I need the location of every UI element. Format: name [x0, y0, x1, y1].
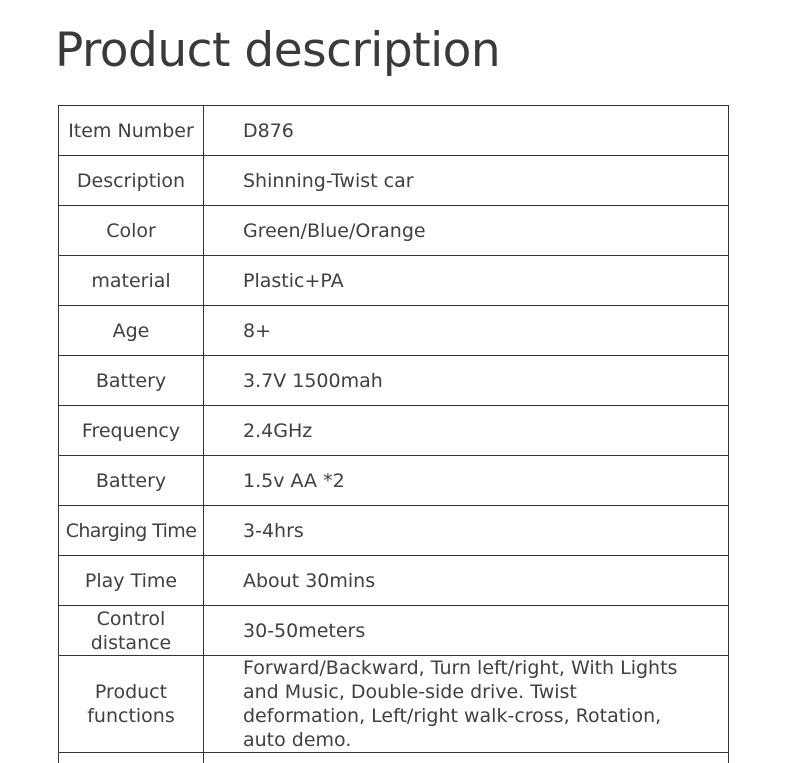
row-value-battery-remote: 1.5v AA *2: [204, 456, 729, 506]
table-row: [59, 256, 729, 306]
row-label-empty: [59, 753, 204, 763]
row-label-charging-time: Charging Time: [59, 506, 204, 556]
row-value-description: Shinning-Twist car: [204, 156, 729, 206]
spec-table: [58, 105, 729, 763]
row-value-age: 8+: [204, 306, 729, 356]
page-title: Product description: [55, 23, 501, 78]
row-label-play-time: Play Time: [59, 556, 204, 606]
row-label-age: Age: [59, 306, 204, 356]
table-row-cut-off: [59, 753, 729, 763]
row-value-color: Green/Blue/Orange: [204, 206, 729, 256]
row-label-frequency: Frequency: [59, 406, 204, 456]
row-label-material: material: [59, 256, 204, 306]
table-row: [59, 306, 729, 356]
table-row: [59, 456, 729, 506]
row-label-battery-remote: Battery: [59, 456, 204, 506]
row-value-item-number: D876: [204, 106, 729, 156]
row-value-play-time: About 30mins: [204, 556, 729, 606]
table-row: [59, 106, 729, 156]
table-row: [59, 556, 729, 606]
table-row: [59, 656, 729, 753]
table-row: [59, 606, 729, 656]
row-value-charging-time: 3-4hrs: [204, 506, 729, 556]
row-label-control-distance: Control distance: [59, 606, 204, 656]
row-label-item-number: Item Number: [59, 106, 204, 156]
row-label-product-functions: Product functions: [59, 656, 204, 753]
row-label-description: Description: [59, 156, 204, 206]
row-value-battery: 3.7V 1500mah: [204, 356, 729, 406]
table-row: [59, 156, 729, 206]
row-label-color: Color: [59, 206, 204, 256]
table-row: [59, 406, 729, 456]
row-label-battery: Battery: [59, 356, 204, 406]
row-value-material: Plastic+PA: [204, 256, 729, 306]
row-value-frequency: 2.4GHz: [204, 406, 729, 456]
row-value-control-distance: 30-50meters: [204, 606, 729, 656]
table-row: [59, 206, 729, 256]
table-row: [59, 506, 729, 556]
row-value-empty: [204, 753, 729, 763]
row-value-product-functions: Forward/Backward, Turn left/right, With Lights and Music, Double-side drive. Twist deformation, Left/right walk-cross, Rotation, auto demo.: [204, 656, 729, 753]
table-row: [59, 356, 729, 406]
